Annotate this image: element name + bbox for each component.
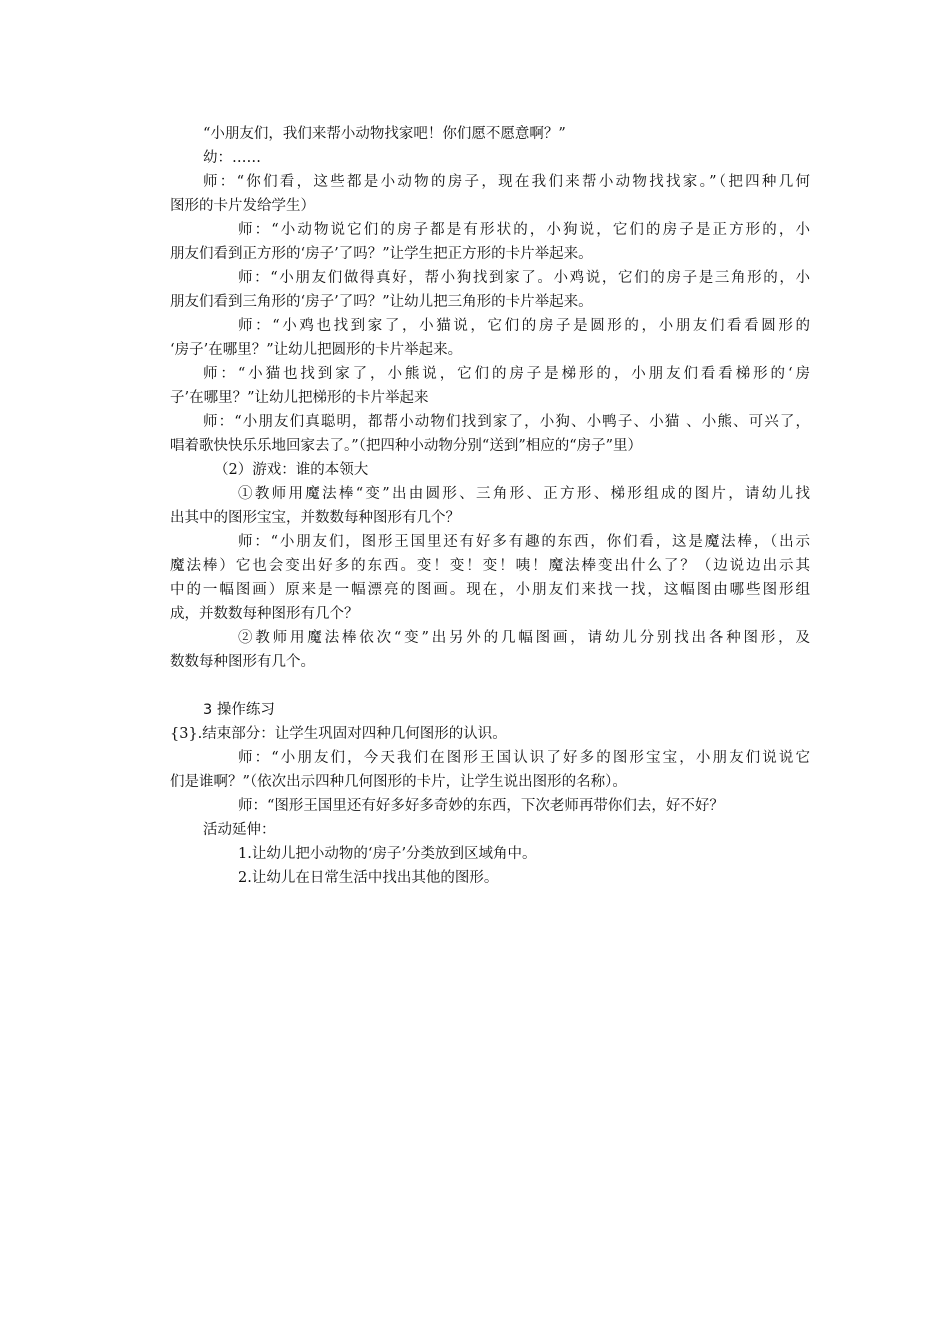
text-line: 数数每种图形有几个。 (170, 654, 315, 670)
text-line: 幼：…… (203, 150, 261, 166)
text-line: 成，并数数每种图形有几个？ (170, 606, 359, 622)
text-line: 图形的卡片发给学生） (170, 198, 315, 214)
text-line: ①教师用魔法棒“变”出由圆形、三角形、正方形、梯形组成的图片，请幼儿找 (238, 486, 810, 502)
text-line: 出其中的图形宝宝，并数数每种图形有几个？ (170, 510, 460, 526)
text-line: 师：“小朋友们做得真好，帮小狗找到家了。小鸡说，它们的房子是三角形的，小 (238, 270, 810, 286)
document-body (170, 122, 810, 890)
text-line: 们是谁啊？”（依次出示四种几何图形的卡片，让学生说出图形的名称）。 (170, 774, 627, 790)
text-line: 师：“图形王国里还有好多好多奇妙的东西，下次老师再带你们去，好不好？ (238, 798, 724, 814)
text-line: 魔法棒）它也会变出好多的东西。变！变！变！咦！魔法棒变出什么了？（边说边出示其 (170, 558, 810, 574)
text-line: 唱着歌快快乐乐地回家去了。”（把四种小动物分别“送到”相应的“房子”里） (170, 438, 643, 454)
text-line: 师：“小猫也找到家了，小熊说，它们的房子是梯形的，小朋友们看看梯形的‘房 (203, 366, 810, 382)
text-line: ‘房子’在哪里？”让幼儿把圆形的卡片举起来。 (170, 342, 463, 358)
text-line: 中的一幅图画）原来是一幅漂亮的图画。现在，小朋友们来找一找，这幅图由哪些图形组 (170, 582, 810, 598)
text-line: 师：“小朋友们真聪明，都帮小动物们找到家了，小狗、小鸭子、小猫 、小熊、可兴了， (203, 414, 810, 430)
text-line: 师：“小朋友们，图形王国里还有好多有趣的东西，你们看，这是魔法棒，（出示 (238, 534, 810, 550)
text-line: “小朋友们，我们来帮小动物找家吧！你们愿不愿意啊？” (203, 126, 566, 142)
text-line: ②教师用魔法棒依次“变”出另外的几幅图画，请幼儿分别找出各种图形，及 (238, 630, 810, 646)
section-heading: {3}.结束部分：让学生巩固对四种几何图形的认识。 (170, 726, 507, 742)
section-heading: 活动延伸： (203, 822, 276, 838)
list-item: 2.让幼儿在日常生活中找出其他的图形。 (238, 870, 499, 886)
section-heading: 3 操作练习 (203, 702, 275, 718)
text-line: 子’在哪里？”让幼儿把梯形的卡片举起来 (170, 390, 429, 406)
text-line: 朋友们看到三角形的‘房子’了吗？”让幼儿把三角形的卡片举起来。 (170, 294, 593, 310)
text-line: 师：“小动物说它们的房子都是有形状的，小狗说，它们的房子是正方形的，小 (238, 222, 810, 238)
section-heading: （2）游戏：谁的本领大 (214, 462, 369, 478)
blank-spacer (170, 674, 810, 698)
text-line: 师：“你们看，这些都是小动物的房子，现在我们来帮小动物找找家。”（把四种几何 (203, 174, 810, 190)
text-line: 师：“小朋友们，今天我们在图形王国认识了好多的图形宝宝，小朋友们说说它 (238, 750, 810, 766)
list-item: 1.让幼儿把小动物的‘房子’分类放到区域角中。 (238, 846, 537, 862)
text-line: 师：“小鸡也找到家了，小猫说，它们的房子是圆形的，小朋友们看看圆形的 (238, 318, 810, 334)
text-line: 朋友们看到正方形的‘房子’了吗？”让学生把正方形的卡片举起来。 (170, 246, 593, 262)
